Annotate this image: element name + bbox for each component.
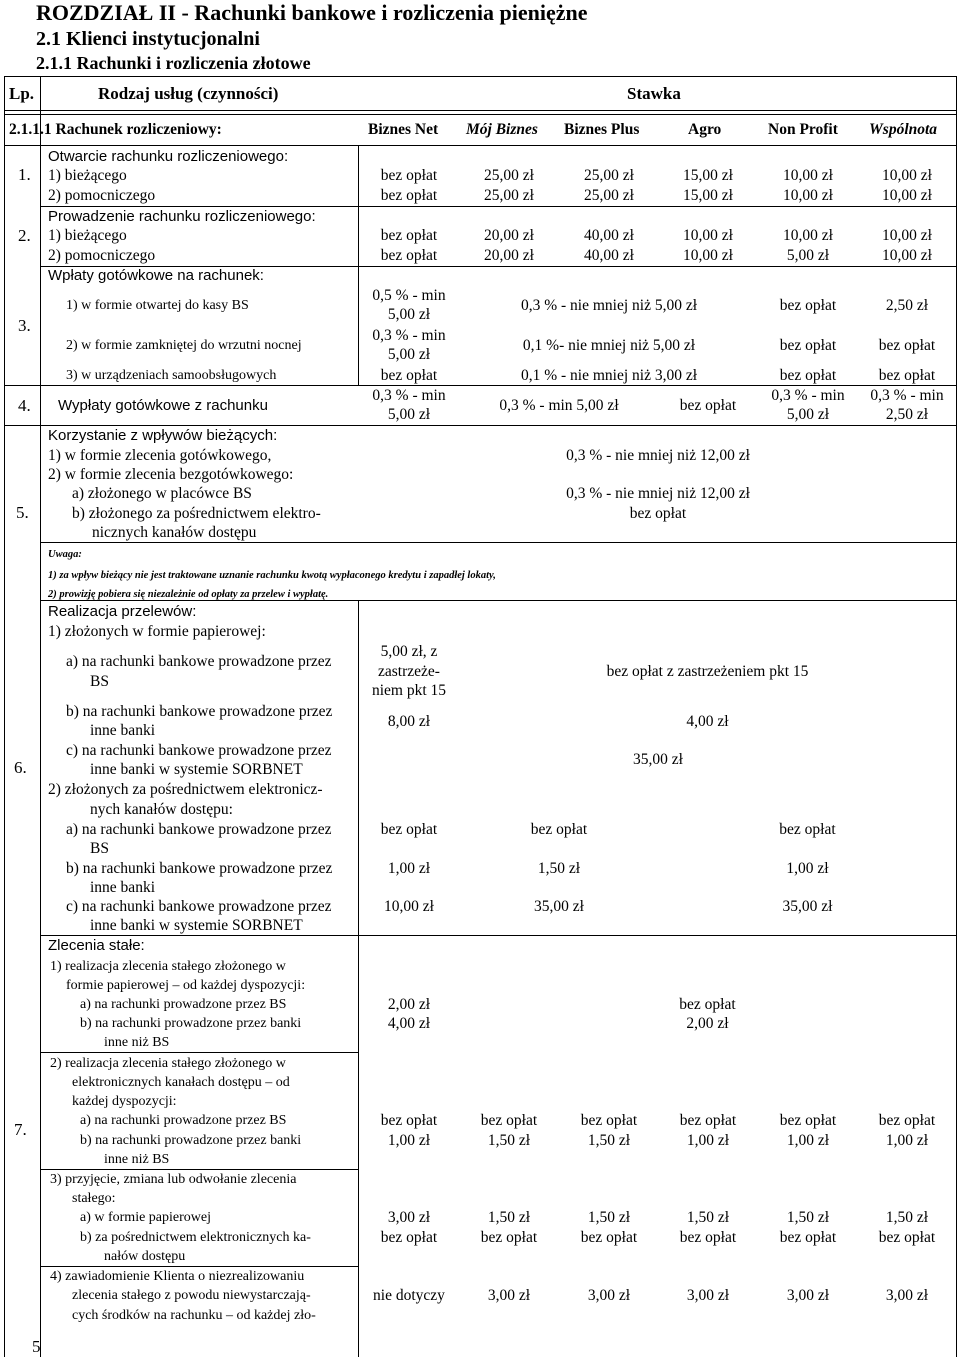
value-cell: 10,00 zł <box>384 898 434 915</box>
value: 0,3 % - min <box>771 387 845 404</box>
col-agro: Agro <box>688 121 722 138</box>
value-cell: 1,50 zł <box>885 1209 929 1226</box>
value-cell: 1,00 zł <box>387 1132 431 1149</box>
value-cell: 3,00 zł <box>587 1287 631 1304</box>
value-cell: bez opłat <box>779 1229 837 1246</box>
row-line: 2) złożonych za pośrednictwem elektronicz- <box>48 781 323 798</box>
value: 2,50 zł <box>885 406 929 423</box>
col-wspolnota: Wspólnota <box>869 121 938 138</box>
row-line: inne banki w systemie SORBNET <box>90 917 303 934</box>
value: 2,00 zł <box>387 996 431 1013</box>
value: bez opłat <box>380 367 438 384</box>
row-number: 5. <box>16 503 29 522</box>
row-line: a) na rachunki bankowe prowadzone przez <box>66 821 332 838</box>
rule <box>4 76 5 1357</box>
rule <box>40 76 41 1357</box>
value-cell: bez opłat <box>878 1112 936 1129</box>
value-cell: 3,00 zł <box>885 1287 929 1304</box>
rule <box>956 76 957 1357</box>
row-line: b) za pośrednictwem elektronicznych ka- <box>80 1230 311 1245</box>
row-number: 2. <box>18 226 31 245</box>
value-cell: 5,00 zł <box>786 247 830 264</box>
row-line: 2) w formie zlecenia bezgotówkowego: <box>48 466 294 483</box>
value: bez opłat <box>878 367 936 384</box>
row-line: BS <box>90 840 109 857</box>
rule <box>4 145 956 146</box>
value-cell: bez opłat <box>580 1112 638 1129</box>
value-cell: 1,50 zł <box>487 1209 531 1226</box>
value-cell: nie dotyczy <box>373 1287 445 1304</box>
value-cell: bez opłat <box>380 247 438 264</box>
value: 0,1 % - nie mniej niż 3,00 zł <box>520 367 698 384</box>
value-cell: 3,00 zł <box>487 1287 531 1304</box>
value-cell: 10,00 zł <box>783 167 833 184</box>
rule <box>358 600 359 1357</box>
value: 2,00 zł <box>686 1015 729 1032</box>
col-service-header: Rodzaj usług (czynności) <box>98 84 279 103</box>
row-line: inne banki w systemie SORBNET <box>90 761 303 778</box>
value-cell: 1,00 zł <box>786 860 829 877</box>
value-cell: 1,00 zł <box>885 1132 929 1149</box>
row-line: b) na rachunki prowadzone przez banki <box>80 1016 302 1031</box>
value-cell: bez opłat <box>480 1112 538 1129</box>
row-line: 3) w urządzeniach samoobsługowych <box>66 368 277 383</box>
value-cell: 1,50 zł <box>587 1132 631 1149</box>
value: 35,00 zł <box>633 751 683 768</box>
row-line: 2) pomocniczego <box>48 247 156 264</box>
value-cell: bez opłat <box>380 227 438 244</box>
value: 0,3 % - min <box>870 387 944 404</box>
value: 5,00 zł <box>387 346 431 363</box>
row-number: 4. <box>18 396 31 415</box>
row-number: 6. <box>14 758 27 777</box>
value: 5,00 zł, z <box>380 643 438 660</box>
note-line: 1) za wpływ bieżący nie jest traktowane uznanie rachunku kwotą wypłaconego kredytu i zapadłej lokaty, <box>48 570 496 581</box>
col-non-profit: Non Profit <box>768 121 838 138</box>
row-line: inne banki <box>90 879 155 896</box>
value-cell: 3,00 zł <box>686 1287 730 1304</box>
value: zastrzeże- <box>378 663 440 680</box>
value-cell: bez opłat <box>480 1229 538 1246</box>
value-cell: 10,00 zł <box>882 227 932 244</box>
value-cell: 25,00 zł <box>584 167 634 184</box>
value-cell: 20,00 zł <box>484 227 534 244</box>
value: 5,00 zł <box>387 406 431 423</box>
value: 0,3 % - nie mniej niż 12,00 zł <box>566 447 750 464</box>
value-cell: 1,50 zł <box>537 860 581 877</box>
value-cell: 40,00 zł <box>584 227 634 244</box>
value-cell: 1,50 zł <box>487 1132 531 1149</box>
value: bez opłat z zastrzeżeniem pkt 15 <box>606 663 809 680</box>
rule <box>40 1052 358 1053</box>
row-line: 4) zawiadomienie Klienta o niezrealizowaniu <box>50 1269 305 1284</box>
value: bez opłat <box>779 337 837 354</box>
note-label: Uwaga: <box>48 549 82 560</box>
row-number: 1. <box>18 165 31 184</box>
value: 5,00 zł <box>387 306 431 323</box>
value-cell: 10,00 zł <box>683 227 733 244</box>
value: 4,00 zł <box>387 1015 431 1032</box>
row-line: c) na rachunki bankowe prowadzone przez <box>66 742 332 759</box>
value-cell: 1,00 zł <box>686 1132 730 1149</box>
value-cell: 20,00 zł <box>484 247 534 264</box>
row-title: Otwarcie rachunku rozliczeniowego: <box>48 148 289 165</box>
row-line: 2) w formie zamkniętej do wrzutni nocnej <box>66 338 302 353</box>
value-cell: 10,00 zł <box>783 227 833 244</box>
value-cell: 15,00 zł <box>683 167 733 184</box>
row-line: BS <box>90 673 109 690</box>
value-cell: bez opłat <box>679 1229 737 1246</box>
row-line: stałego: <box>72 1191 116 1206</box>
row-line: 1) bieżącego <box>48 167 127 184</box>
row-line: elektronicznych kanałach dostępu – od <box>72 1075 290 1090</box>
value-cell: bez opłat <box>580 1229 638 1246</box>
row-title: Korzystanie z wpływów bieżących: <box>48 427 278 444</box>
row-line: inne niż BS <box>104 1035 170 1050</box>
value: bez opłat <box>779 367 837 384</box>
col-biznes-net: Biznes Net <box>368 121 439 138</box>
row-number: 7. <box>14 1120 27 1139</box>
value-cell: 40,00 zł <box>584 247 634 264</box>
row-line: a) w formie papierowej <box>80 1210 211 1225</box>
value-cell: 10,00 zł <box>882 187 932 204</box>
value-cell: 15,00 zł <box>683 187 733 204</box>
page-number: 5 <box>32 1337 41 1356</box>
value: 0,3 % - min <box>372 387 446 404</box>
row-line: b) na rachunki prowadzone przez banki <box>80 1133 302 1148</box>
value-cell: 1,50 zł <box>786 1209 830 1226</box>
value-cell: 25,00 zł <box>584 187 634 204</box>
section-title: 2.1 Klienci instytucjonalni <box>36 28 260 50</box>
value-cell: 25,00 zł <box>484 187 534 204</box>
row-title: Wpłaty gotówkowe na rachunek: <box>48 267 264 284</box>
row-line: c) na rachunki bankowe prowadzone przez <box>66 898 332 915</box>
row-line: 1) w formie otwartej do kasy BS <box>66 298 249 313</box>
row-line: 1) w formie zlecenia gotówkowego, <box>48 447 272 464</box>
value-cell: bez opłat <box>679 1112 737 1129</box>
rule <box>358 145 359 385</box>
row-line: b) złożonego za pośrednictwem elektro- <box>72 505 321 522</box>
row-line: a) złożonego w placówce BS <box>72 485 252 502</box>
row-title: Prowadzenie rachunku rozliczeniowego: <box>48 208 316 225</box>
value-cell: 1,00 zł <box>786 1132 830 1149</box>
col-lp-header: Lp. <box>9 84 35 103</box>
row-title: Zlecenia stałe: <box>48 937 145 954</box>
value-cell: bez opłat <box>380 1229 438 1246</box>
row-line: 1) bieżącego <box>48 227 127 244</box>
value-cell: bez opłat <box>878 1229 936 1246</box>
row-line: b) na rachunki bankowe prowadzone przez <box>66 860 333 877</box>
value: 0,3 % - nie mniej niż 5,00 zł <box>520 297 698 314</box>
row-line: 1) złożonych w formie papierowej: <box>48 623 266 640</box>
value-cell: 10,00 zł <box>783 187 833 204</box>
value-cell: bez opłat <box>380 821 438 838</box>
row-line: b) na rachunki bankowe prowadzone przez <box>66 703 333 720</box>
note-line: 2) prowizję pobiera się niezależnie od opłaty za przelew i wypłatę. <box>48 589 329 600</box>
value-cell: bez opłat <box>380 1112 438 1129</box>
value: niem pkt 15 <box>371 682 447 699</box>
value-cell: 1,50 zł <box>686 1209 730 1226</box>
value: 0,5 % - min <box>372 287 446 304</box>
value: bez opłat <box>779 297 837 314</box>
value-cell: 35,00 zł <box>534 898 584 915</box>
rule <box>4 110 956 111</box>
value-cell: 10,00 zł <box>882 167 932 184</box>
value-cell: 25,00 zł <box>484 167 534 184</box>
value-cell: 3,00 zł <box>387 1209 431 1226</box>
row-line: a) na rachunki prowadzone przez BS <box>80 1113 287 1128</box>
row-line: cych środków na rachunku – od każdej zło- <box>72 1308 316 1323</box>
row-line: 1) realizacja zlecenia stałego złożonego w <box>50 959 286 974</box>
value-cell: bez opłat <box>779 821 836 838</box>
value-cell: bez opłat <box>779 1112 837 1129</box>
row-line: 2) realizacja zlecenia stałego złożonego w <box>50 1056 286 1071</box>
row-line: zlecenia stałego z powodu niewystarczają- <box>72 1288 311 1303</box>
value: 0,3 % - min <box>372 327 446 344</box>
value: 5,00 zł <box>786 406 830 423</box>
subsection-title: 2.1.1 Rachunki i rozliczenia złotowe <box>36 53 311 73</box>
chapter-title: ROZDZIAŁ II - Rachunki bankowe i rozliczenia pieniężne <box>36 0 588 25</box>
value-cell: bez opłat <box>530 821 588 838</box>
row-line: 2) pomocniczego <box>48 187 156 204</box>
value-cell: bez opłat <box>380 187 438 204</box>
value: bez opłat <box>878 337 936 354</box>
row-line: inne banki <box>90 722 155 739</box>
value: 2,50 zł <box>885 297 929 314</box>
value-cell: 10,00 zł <box>683 247 733 264</box>
value: bez opłat <box>679 397 737 414</box>
value-cell: bez opłat <box>380 167 438 184</box>
value: bez opłat <box>629 505 687 522</box>
value: 4,00 zł <box>686 713 729 730</box>
account-type-label: 2.1.1.1 Rachunek rozliczeniowy: <box>9 121 222 138</box>
value: 0,3 % - nie mniej niż 12,00 zł <box>566 485 750 502</box>
row-line: inne niż BS <box>104 1152 170 1167</box>
value-cell: 3,00 zł <box>786 1287 830 1304</box>
value-cell: 10,00 zł <box>882 247 932 264</box>
row-line: nicznych kanałów dostępu <box>92 524 257 541</box>
row-number: 3. <box>18 316 31 335</box>
row-line: nałów dostępu <box>104 1249 186 1264</box>
col-moj-biznes: Mój Biznes <box>466 121 538 138</box>
rule <box>4 76 956 77</box>
rule <box>4 114 956 115</box>
col-biznes-plus: Biznes Plus <box>564 121 640 138</box>
row-line: każdej dyspozycji: <box>72 1094 177 1109</box>
value-cell: 1,50 zł <box>587 1209 631 1226</box>
row-title: Realizacja przelewów: <box>48 603 197 620</box>
row-line: nych kanałów dostępu: <box>90 801 233 818</box>
col-rate-header: Stawka <box>627 84 681 103</box>
row-line: formie papierowej – od każdej dyspozycji: <box>66 978 306 993</box>
row-title: Wypłaty gotówkowe z rachunku <box>58 397 268 414</box>
value: 8,00 zł <box>387 713 431 730</box>
value: 0,3 % - min 5,00 zł <box>499 397 619 414</box>
row-line: 3) przyjęcie, zmiana lub odwołanie zlecenia <box>50 1172 297 1187</box>
value: bez opłat <box>679 996 736 1013</box>
row-line: a) na rachunki bankowe prowadzone przez <box>66 653 332 670</box>
value-cell: 35,00 zł <box>782 898 833 915</box>
value-cell: 1,00 zł <box>387 860 431 877</box>
row-line: a) na rachunki prowadzone przez BS <box>80 997 287 1012</box>
value: 0,1 %- nie mniej niż 5,00 zł <box>522 337 696 354</box>
